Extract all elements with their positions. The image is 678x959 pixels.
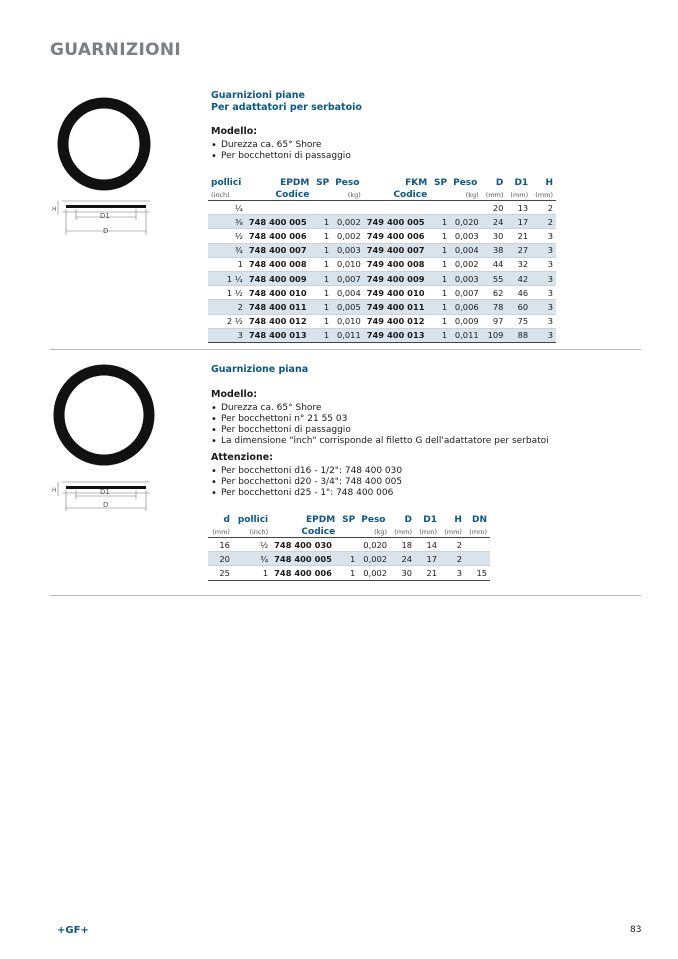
cell-peso: 0,004 [332, 286, 364, 300]
cell-sp: 1 [312, 271, 332, 285]
cell-d1: 32 [506, 257, 531, 271]
cell-h: 2 [531, 201, 556, 215]
cell-h: 3 [531, 314, 556, 328]
cell-h: 3 [531, 229, 556, 243]
cell-peso [332, 201, 364, 215]
brand-logo: +GF+ [57, 925, 89, 936]
cell-dn [465, 538, 490, 552]
list-item: • Per bocchettoni n° 21 55 03 [211, 414, 549, 425]
cell-d1: 21 [415, 566, 440, 580]
cell-h: 2 [440, 538, 465, 552]
cell-sp: 1 [312, 257, 332, 271]
cell-epdm: 748 400 007 [246, 243, 312, 257]
cell-d1: 88 [506, 328, 531, 342]
cell-epdm: 748 400 008 [246, 257, 312, 271]
cell-d: 97 [482, 314, 507, 328]
table-row [208, 566, 490, 580]
cell-sp2 [430, 201, 450, 215]
cell-dd: 30 [390, 566, 415, 580]
page-title: GUARNIZIONI [50, 40, 181, 60]
cell-d: 20 [208, 552, 233, 566]
cell-dn: 15 [465, 566, 490, 580]
cell-pollici: 1 [233, 566, 271, 580]
section2-table: d pollici EPDM SP Peso D D1 H DN (mm) (inch) Codice (kg) (mm) (mm) (mm) (mm) 16 ½ 748 400 030 0,020 18 14 2 20 ¾ 748 400 005 1 0,002 24 17 2 25 1 748 400 006 1 0,002 30 21 3 15 [208, 514, 490, 581]
table-row [208, 314, 556, 328]
cell-peso2: 0,011 [450, 328, 482, 342]
cell-sp2: 1 [430, 286, 450, 300]
table-row [208, 300, 556, 314]
cell-sp: 1 [312, 314, 332, 328]
cell-epdm: 748 400 030 [271, 538, 338, 552]
cell-h: 3 [531, 257, 556, 271]
cell-sp2: 1 [430, 328, 450, 342]
cell-peso: 0,003 [332, 243, 364, 257]
cell-h: 3 [531, 286, 556, 300]
drawing-label-h: H [52, 487, 57, 494]
section2-title: Guarnizione piana [211, 364, 309, 375]
cell-peso: 0,020 [358, 538, 390, 552]
cell-pollici: ¼ [208, 201, 246, 215]
cell-d: 78 [482, 300, 507, 314]
cell-d1: 17 [415, 552, 440, 566]
cell-h: 3 [531, 243, 556, 257]
page-number: 83 [630, 925, 642, 935]
list-item: • Per bocchettoni di passaggio [211, 425, 549, 436]
list-item: • Durezza ca. 65° Shore [211, 403, 549, 414]
cell-pollici: 2 [208, 300, 246, 314]
cell-d1: 13 [506, 201, 531, 215]
cell-peso: 0,002 [358, 552, 390, 566]
cell-d: 25 [208, 566, 233, 580]
cell-peso: 0,005 [332, 300, 364, 314]
gasket-drawing-1 [48, 95, 160, 240]
table-row [208, 538, 490, 552]
cell-dd: 18 [390, 538, 415, 552]
table-row [208, 552, 490, 566]
cell-d: 24 [482, 215, 507, 229]
cell-fkm: 749 400 005 [364, 215, 430, 229]
list-item: • La dimensione "inch" corrisponde al filetto G dell'adattatore per serbatoi [211, 436, 549, 447]
table-row [208, 328, 556, 342]
cell-peso: 0,010 [332, 257, 364, 271]
cell-pollici: ⅜ [208, 215, 246, 229]
section1-title: Guarnizioni piane Per adattatori per serbatoio [211, 90, 362, 113]
cell-d1: 14 [415, 538, 440, 552]
list-item: • Per bocchettoni d20 - 3/4": 748 400 005 [211, 477, 402, 488]
section-divider [50, 595, 641, 596]
cell-d: 62 [482, 286, 507, 300]
cell-fkm: 749 400 012 [364, 314, 430, 328]
cell-sp2: 1 [430, 314, 450, 328]
cell-pollici: 1 [208, 257, 246, 271]
cell-peso: 0,007 [332, 271, 364, 285]
cell-epdm: 748 400 011 [246, 300, 312, 314]
cell-epdm: 748 400 005 [246, 215, 312, 229]
cell-sp2: 1 [430, 229, 450, 243]
cell-pollici: 2 ½ [208, 314, 246, 328]
drawing-label-h: H [52, 206, 57, 213]
cell-d1: 42 [506, 271, 531, 285]
cell-pollici: 1 ¼ [208, 271, 246, 285]
cell-peso2: 0,003 [450, 229, 482, 243]
cell-d1: 21 [506, 229, 531, 243]
cell-h: 3 [531, 271, 556, 285]
cell-d1: 17 [506, 215, 531, 229]
list-item: • Per bocchettoni d25 - 1": 748 400 006 [211, 488, 402, 499]
cell-peso2: 0,007 [450, 286, 482, 300]
cell-epdm: 748 400 006 [246, 229, 312, 243]
table-row [208, 271, 556, 285]
table-row [208, 286, 556, 300]
cell-peso2: 0,020 [450, 215, 482, 229]
section2-model-label: Modello: [211, 389, 258, 400]
cell-peso2: 0,003 [450, 271, 482, 285]
table-row [208, 201, 556, 215]
cell-peso2: 0,004 [450, 243, 482, 257]
cell-d: 30 [482, 229, 507, 243]
cell-peso: 0,002 [332, 229, 364, 243]
cell-fkm: 749 400 011 [364, 300, 430, 314]
gasket-ring-2 [59, 370, 149, 460]
table-row [208, 215, 556, 229]
drawing-label-d: D [103, 227, 109, 235]
section2-bullets [211, 403, 549, 447]
cell-sp2: 1 [430, 271, 450, 285]
cell-peso: 0,011 [332, 328, 364, 342]
cell-d1: 75 [506, 314, 531, 328]
cell-pollici: ½ [233, 538, 271, 552]
cell-d: 20 [482, 201, 507, 215]
cell-peso2: 0,006 [450, 300, 482, 314]
cell-peso: 0,002 [358, 566, 390, 580]
gasket-ring-1 [63, 103, 145, 185]
cell-dd: 24 [390, 552, 415, 566]
cell-d1: 60 [506, 300, 531, 314]
gasket-drawing-2 [48, 360, 160, 512]
cell-fkm: 749 400 008 [364, 257, 430, 271]
cell-sp: 1 [312, 328, 332, 342]
cell-sp: 1 [312, 243, 332, 257]
cell-sp [338, 538, 358, 552]
cell-peso2: 0,009 [450, 314, 482, 328]
cell-sp2: 1 [430, 243, 450, 257]
cell-epdm: 748 400 010 [246, 286, 312, 300]
cell-sp2: 1 [430, 300, 450, 314]
cell-h: 3 [440, 566, 465, 580]
cell-peso: 0,010 [332, 314, 364, 328]
cell-fkm: 749 400 007 [364, 243, 430, 257]
cell-h: 3 [531, 328, 556, 342]
cell-d: 55 [482, 271, 507, 285]
cell-fkm: 749 400 010 [364, 286, 430, 300]
cell-sp: 1 [312, 229, 332, 243]
cell-sp [312, 201, 332, 215]
cell-peso2: 0,002 [450, 257, 482, 271]
cell-pollici: ¾ [208, 243, 246, 257]
section2-attention-label: Attenzione: [211, 452, 273, 463]
cell-sp2: 1 [430, 257, 450, 271]
cell-epdm [246, 201, 312, 215]
cell-epdm: 748 400 012 [246, 314, 312, 328]
cell-d: 38 [482, 243, 507, 257]
cell-peso2 [450, 201, 482, 215]
section2-attention-bullets [211, 466, 402, 499]
cell-fkm: 749 400 013 [364, 328, 430, 342]
list-item: • Durezza ca. 65° Shore [211, 140, 351, 151]
cell-sp: 1 [338, 566, 358, 580]
list-item: • Per bocchettoni di passaggio [211, 151, 351, 162]
cell-sp: 1 [312, 300, 332, 314]
cell-epdm: 748 400 006 [271, 566, 338, 580]
cell-sp2: 1 [430, 215, 450, 229]
table-row [208, 229, 556, 243]
table-row [208, 243, 556, 257]
section1-table: pollici EPDM SP Peso FKM SP Peso D D1 H (inch) Codice (kg) Codice (kg) (mm) (mm) (mm) ¼ 20 13 2 ⅜ 748 400 005 1 0,002 749 400 005 1 0,020 24 17 2 ½ 748 400 006 1 0,002 749 400 006 1 0,003 30 21 3 ¾ 748 400 007 1 0,003 749 400 007 1 0,004 38 27 3 1 748 400 008 1 0,010 749 400 008 1 0,002 44 32 3 1 ¼ 748 400 009 1 0,007 749 400 009 1 0,003 55 42 3 1 ½ 748 400 010 1 0,004 749 400 010 1 0,007 62 46 3 2 748 400 011 1 0,005 749 400 011 1 0,006 78 60 3 2 ½ 748 400 012 1 0,010 749 400 012 1 0,009 97 75 3 3 748 400 013 1 0,011 749 400 013 1 0,011 109 88 3 [208, 177, 556, 343]
cell-d1: 27 [506, 243, 531, 257]
cell-d: 44 [482, 257, 507, 271]
cell-d1: 46 [506, 286, 531, 300]
section-divider [50, 349, 641, 350]
drawing-label-d1: D1 [100, 488, 110, 496]
cell-sp: 1 [312, 215, 332, 229]
cell-pollici: ¾ [233, 552, 271, 566]
drawing-label-d: D [103, 501, 109, 509]
cell-pollici: 3 [208, 328, 246, 342]
cell-h: 3 [531, 300, 556, 314]
cell-fkm: 749 400 006 [364, 229, 430, 243]
drawing-label-d1: D1 [100, 212, 110, 220]
cell-sp: 1 [312, 286, 332, 300]
cell-epdm: 748 400 005 [271, 552, 338, 566]
cell-fkm [364, 201, 430, 215]
cell-pollici: ½ [208, 229, 246, 243]
table-row [208, 257, 556, 271]
list-item: • Per bocchettoni d16 - 1/2": 748 400 030 [211, 466, 402, 477]
cell-epdm: 748 400 009 [246, 271, 312, 285]
cell-epdm: 748 400 013 [246, 328, 312, 342]
cell-sp: 1 [338, 552, 358, 566]
cell-pollici: 1 ½ [208, 286, 246, 300]
section1-bullets [211, 140, 351, 162]
cell-d: 109 [482, 328, 507, 342]
cell-h: 2 [440, 552, 465, 566]
cell-h: 2 [531, 215, 556, 229]
cell-dn [465, 552, 490, 566]
cell-d: 16 [208, 538, 233, 552]
cell-peso: 0,002 [332, 215, 364, 229]
section1-model-label: Modello: [211, 126, 258, 137]
cell-fkm: 749 400 009 [364, 271, 430, 285]
